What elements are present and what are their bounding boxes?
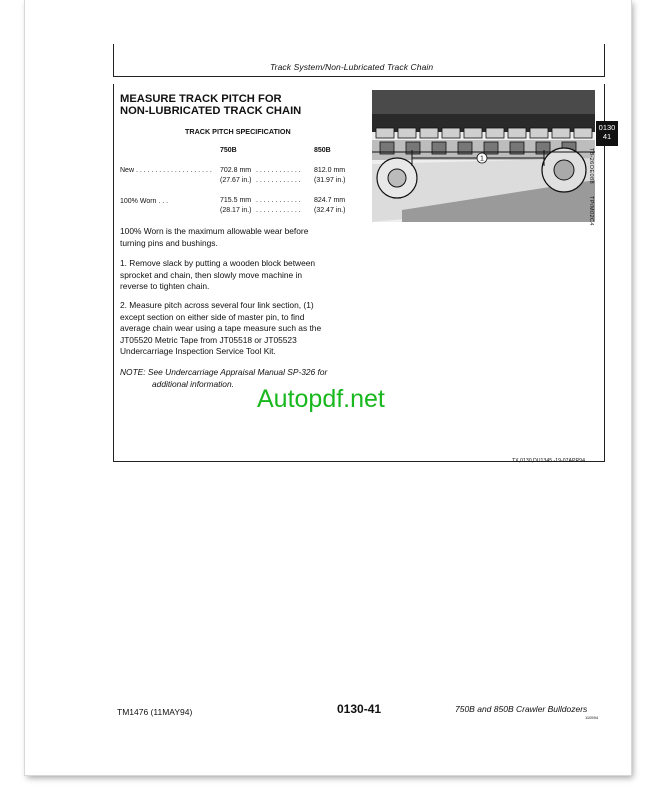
text-line: Undercarriage Inspection Service Tool Kit. <box>120 346 276 357</box>
spec-title: TRACK PITCH SPECIFICATION <box>185 127 291 136</box>
text-line: 1. Remove slack by putting a wooden block between <box>120 258 316 268</box>
footer-machine-title: 750B and 850B Crawler Bulldozers <box>455 704 588 714</box>
footer-manual-id: TM1476 (11MAY94) <box>117 707 193 717</box>
paragraph-step-2 <box>120 300 321 358</box>
spec-value-750b: 702.8 mm <box>220 167 252 174</box>
spec-row-label: New . . . . . . . . . . . . . . . . . . . . <box>120 167 212 174</box>
spec-col-850b: 850B <box>314 147 331 154</box>
spec-value-850b: 824.7 mm <box>314 197 346 204</box>
spec-value-850b-in: (32.47 in.) <box>314 207 346 214</box>
figure-code-2: TP/M02C4 <box>588 196 594 226</box>
footer-small-code: 110594 <box>585 715 599 720</box>
text-line: NOTE: See Undercarriage Appraisal Manual SP-326 for <box>120 367 328 377</box>
text-line: except section on either side of master pin, to find <box>120 311 305 322</box>
side-tab-line2: 41 <box>602 132 612 141</box>
spec-value-750b-in: (28.17 in.) <box>220 207 252 214</box>
text-line: 2. Measure pitch across several four link section, (1) <box>120 300 314 310</box>
text-line: additional information. <box>152 378 234 389</box>
paragraph-worn-limit <box>120 226 308 249</box>
spec-value-850b-in: (31.97 in.) <box>314 177 346 184</box>
callout-1-label: 1 <box>480 155 484 163</box>
section-title <box>120 93 301 117</box>
section-side-tab <box>596 121 618 146</box>
header-frame <box>113 44 605 77</box>
text-line: sprocket and chain, then slowly move machine in <box>120 269 303 280</box>
footer-page-number: 0130-41 <box>337 702 382 716</box>
text-line: JT05520 Metric Tape from JT05518 or JT05523 <box>120 334 297 345</box>
side-tab-line1: 0130 <box>598 123 616 132</box>
document-code: TX,0130,DU1345 -19-07APR94 <box>512 458 585 464</box>
paragraph-step-1 <box>120 258 315 293</box>
section-title-line1: MEASURE TRACK PITCH FOR <box>120 93 282 105</box>
text-line: 100% Worn is the maximum allowable wear before <box>120 226 309 236</box>
spec-value-750b: 715.5 mm <box>220 197 252 204</box>
text-line: turning pins and bushings. <box>120 237 218 248</box>
track-chain-photo <box>372 90 595 222</box>
spec-col-750b: 750B <box>220 147 237 154</box>
watermark-text: Autopdf.net <box>257 385 385 413</box>
spec-dots: . . . . . . . . . . . . <box>256 167 301 174</box>
header-title: Track System/Non-Lubricated Track Chain <box>270 62 434 72</box>
text-line: average chain wear using a tape measure such as the <box>120 323 322 334</box>
text-line: reverse to tighten chain. <box>120 281 210 292</box>
spec-value-850b: 812.0 mm <box>314 167 346 174</box>
spec-dots: . . . . . . . . . . . . <box>256 207 301 214</box>
section-title-line2: NON-LUBRICATED TRACK CHAIN <box>120 105 302 117</box>
spec-value-750b-in: (27.67 in.) <box>220 177 252 184</box>
spec-dots: . . . . . . . . . . . . <box>256 177 301 184</box>
figure-code: T8-26OE088 <box>588 148 594 185</box>
spec-row-label: 100% Worn . . . <box>120 198 169 205</box>
spec-dots: . . . . . . . . . . . . <box>256 197 301 204</box>
